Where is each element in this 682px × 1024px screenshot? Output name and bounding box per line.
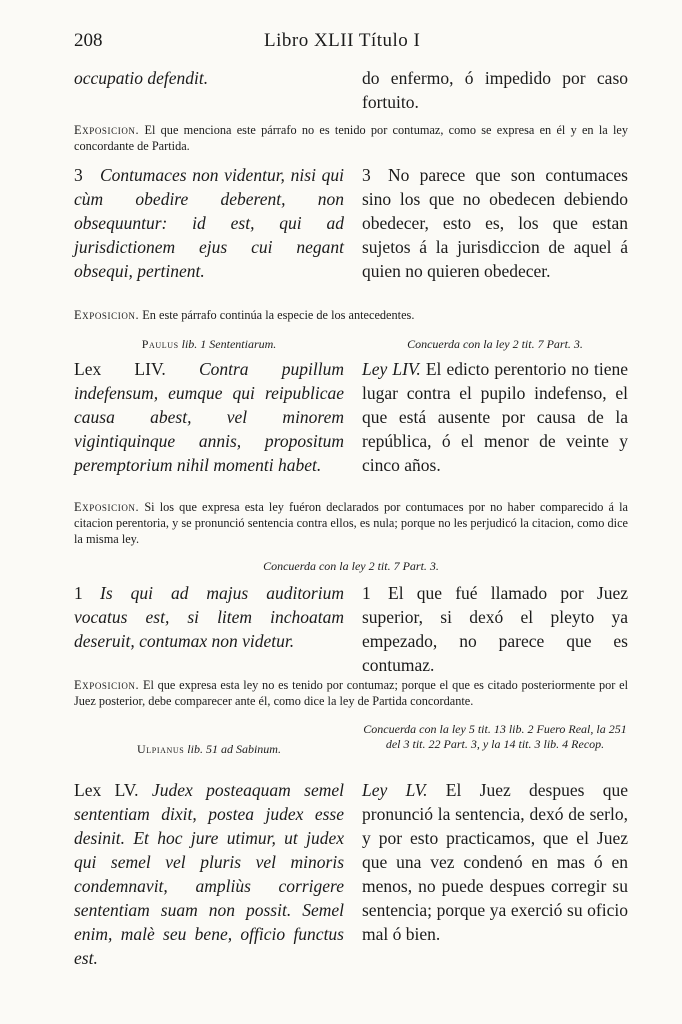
paragraph-number: 1 bbox=[362, 583, 371, 603]
lex-label: Lex LV. bbox=[74, 780, 139, 800]
lex55-concordance: Concuerda con la ley 5 tit. 13 lib. 2 Fuero Real, la 251 del 3 tit. 22 Part. 3, y la 14 tit. 3 lib. 4 Recop. bbox=[363, 722, 627, 751]
concordance-centered: Concuerda con la ley 2 tit. 7 Part. 3. bbox=[263, 559, 439, 573]
source-text: lib. 51 ad Sabinum. bbox=[187, 742, 281, 756]
latin-text: Contra pupillum indefensum, eumque qui reipublicae causa abest, vel minorem vigintiquinque annis, propositum peremptorium nihil momenti habet. bbox=[74, 359, 345, 475]
exposicion-text: El que expresa esta ley no es tenido por contumaz; porque el que es citado posteriormente por el Juez posterior, debe comparecer ante él, como dice la ley de Partida concordante. bbox=[74, 678, 628, 708]
spanish-ley-54 bbox=[362, 357, 628, 477]
spanish-text: El que fué llamado por Juez superior, si dexó el pleyto ya empezado, no parece que es contumaz. bbox=[362, 583, 628, 675]
latin-text: Is qui ad majus auditorium vocatus est, si litem inchoatam deseruit, contumax non videtur. bbox=[74, 583, 344, 651]
source-text: lib. 1 Sententiarum. bbox=[181, 337, 277, 351]
latin-paragraph-1 bbox=[74, 581, 344, 653]
exposicion-label: Exposicion. bbox=[74, 500, 140, 514]
page-number: 208 bbox=[74, 30, 103, 51]
latin-text: Contumaces non videntur, nisi qui cùm obedire deberent, non obsequuntur: id est, qui ad jurisdictionem ejus cui negant obsequi, pertinent. bbox=[74, 165, 344, 281]
spanish-ley-55 bbox=[362, 778, 628, 946]
exposicion-3 bbox=[74, 499, 628, 547]
spanish-continuation: do enfermo, ó impedido por caso fortuito. bbox=[362, 68, 628, 112]
ley-label: Ley LV. bbox=[362, 780, 428, 800]
latin-text: Judex posteaquam semel sententiam dixit, postea judex esse desinit. Et hoc jure utimur, ut judex qui semel vel pluris vel minoris condemnavit, ampliùs corrigere sententiam suam non possit. Semel enim, malè seu bene, officio functus est. bbox=[74, 780, 344, 968]
spanish-text: No parece que son contumaces sino los que no obedecen debiendo obedecer, esto es, los que estan sujetos á la jurisdiccion de aquel á quien no quieren obedecer. bbox=[362, 165, 628, 281]
source-author: Ulpianus bbox=[137, 742, 185, 756]
exposicion-label: Exposicion. bbox=[74, 678, 140, 692]
latin-lex-55 bbox=[74, 778, 344, 970]
lex54-concordance: Concuerda con la ley 2 tit. 7 Part. 3. bbox=[407, 337, 583, 351]
spanish-paragraph-1 bbox=[362, 581, 628, 677]
spanish-text: El edicto perentorio no tiene lugar contra el pupilo indefenso, el que está ausente por causa de la república, ó el menor de veinte y cinco años. bbox=[362, 359, 629, 475]
exposicion-2 bbox=[74, 307, 628, 323]
spanish-text: El Juez despues que pronunció la sentencia, dexó de serlo, y por esto practicamos, que el Juez que una vez condenó en mas ó en menos, no puede despues corregir su sentencia; porque ya exerció su oficio mal ó bien. bbox=[362, 780, 629, 944]
exposicion-4 bbox=[74, 677, 628, 709]
lex-label: Lex LIV. bbox=[74, 359, 166, 379]
latin-paragraph-3 bbox=[74, 163, 344, 283]
source-author: Paulus bbox=[141, 337, 179, 351]
exposicion-label: Exposicion. bbox=[74, 123, 140, 137]
latin-lex-54 bbox=[74, 357, 344, 477]
ley-label: Ley LIV. bbox=[362, 359, 421, 379]
exposicion-label: Exposicion. bbox=[74, 308, 140, 322]
paragraph-number: 3 bbox=[74, 165, 83, 185]
exposicion-text: Si los que expresa esta ley fuéron declarados por contumaces por no haber comparecido á la citacion perentoria, y se pronunció sentencia contra ellos, es nula; porque no les perjudicó la citacion, como dice la misma ley. bbox=[74, 500, 628, 546]
lex55-source bbox=[74, 742, 344, 757]
spanish-paragraph-3 bbox=[362, 163, 628, 283]
exposicion-1 bbox=[74, 122, 628, 154]
lex54-source bbox=[74, 337, 344, 352]
page-header bbox=[74, 30, 626, 56]
running-title: Libro XLII Título I bbox=[264, 30, 421, 51]
exposicion-text: El que menciona este párrafo no es tenido por contumaz, como se expresa en él y en la ley concordante de Partida. bbox=[74, 123, 628, 153]
paragraph-number: 1 bbox=[74, 583, 83, 603]
paragraph-number: 3 bbox=[362, 165, 371, 185]
latin-continuation: occupatio defendit. bbox=[74, 68, 209, 88]
exposicion-text: En este párrafo continúa la especie de los antecedentes. bbox=[142, 308, 415, 322]
